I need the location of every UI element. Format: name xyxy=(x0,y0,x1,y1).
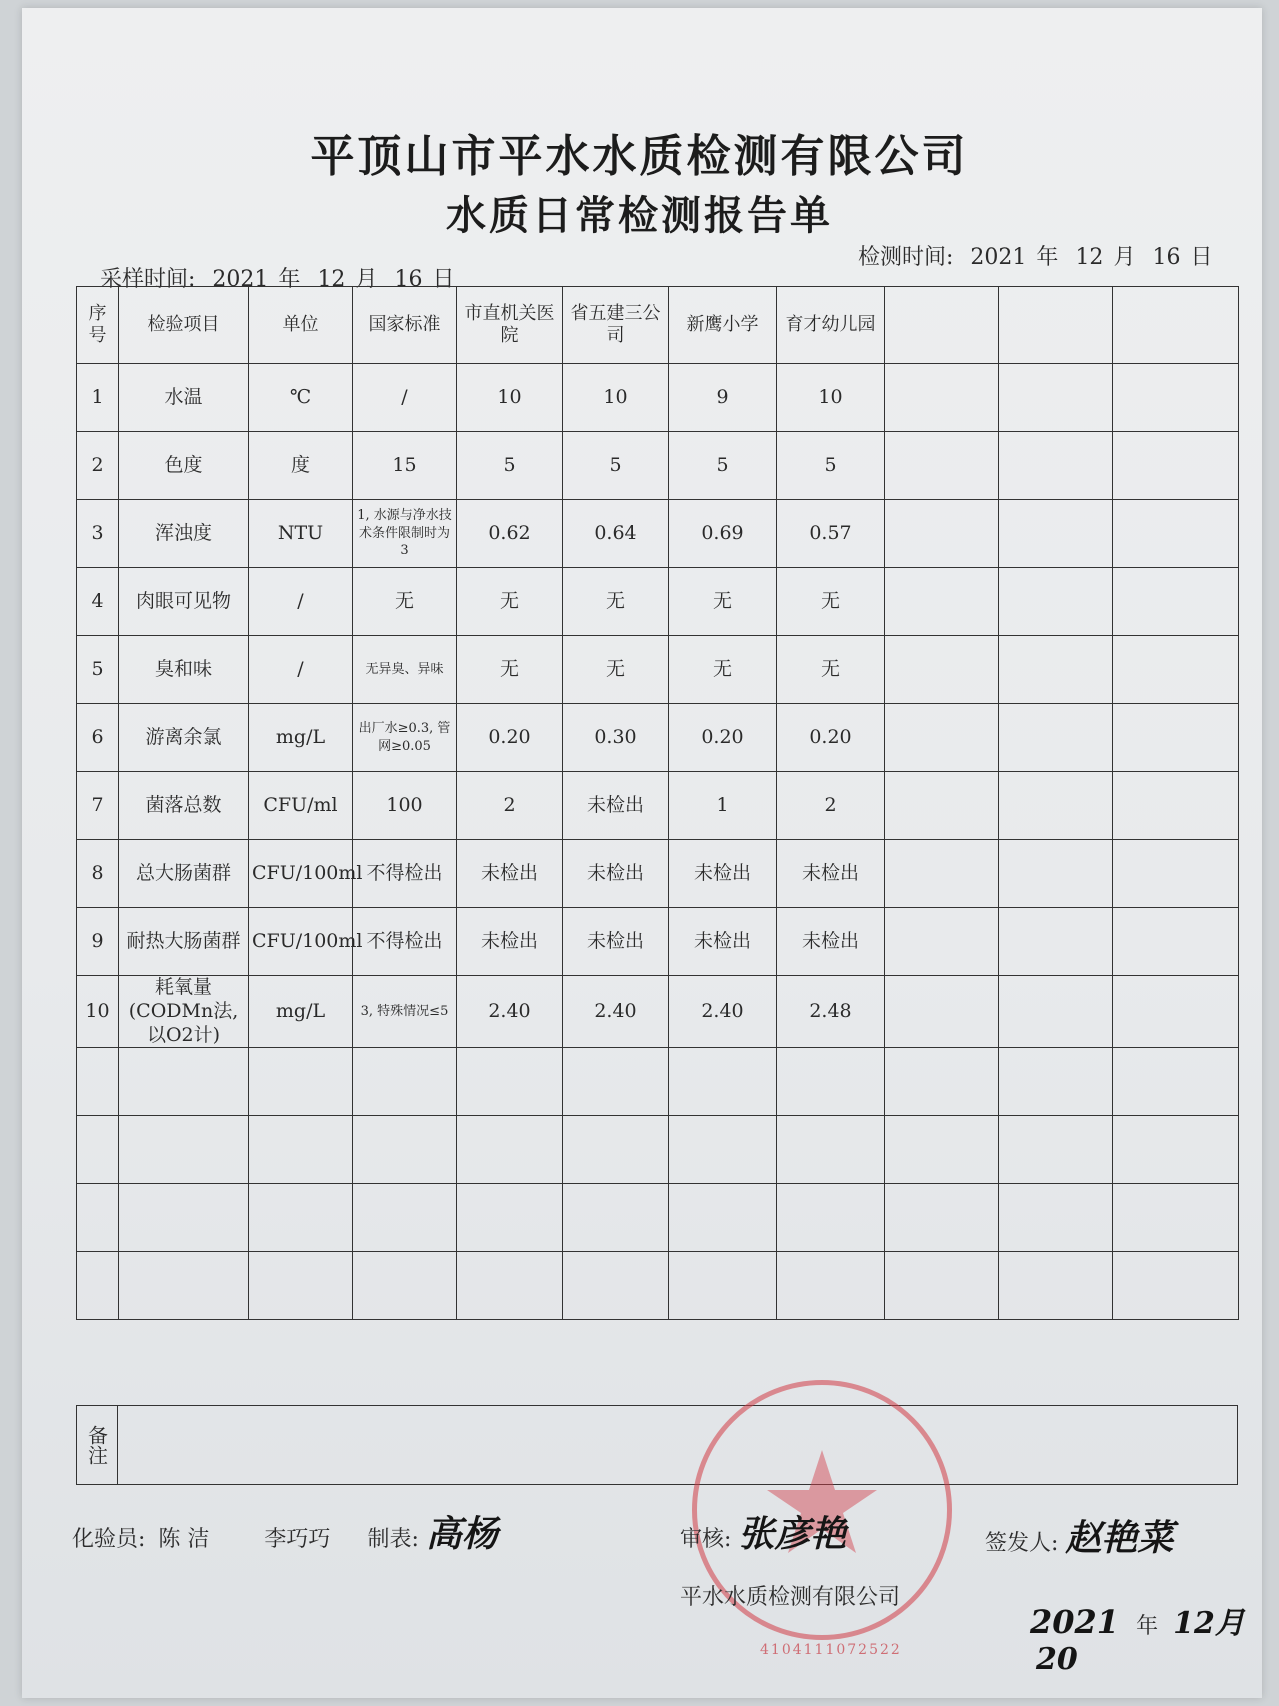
table-cell: 0.57 xyxy=(777,500,885,568)
empty-row xyxy=(77,1116,1239,1184)
table-cell xyxy=(353,1048,457,1116)
empty-row xyxy=(77,1252,1239,1320)
document-title: 水质日常检测报告单 xyxy=(446,193,833,239)
table-cell xyxy=(457,1184,563,1252)
table-cell xyxy=(777,1048,885,1116)
table-cell xyxy=(353,1252,457,1320)
table-cell xyxy=(777,1252,885,1320)
table-cell: 7 xyxy=(77,772,119,840)
table-cell: / xyxy=(249,568,353,636)
table-cell xyxy=(999,432,1113,500)
column-header: 省五建三公司 xyxy=(563,287,669,364)
table-cell: 10 xyxy=(777,364,885,432)
table-cell xyxy=(563,1116,669,1184)
column-header: 序号 xyxy=(77,287,119,364)
table-cell: 6 xyxy=(77,704,119,772)
day-unit: 日 xyxy=(1190,245,1213,270)
table-cell xyxy=(1113,364,1239,432)
test-day: 16 xyxy=(1152,245,1181,270)
table-cell: 无 xyxy=(669,568,777,636)
table-cell xyxy=(249,1048,353,1116)
table-row xyxy=(77,704,1239,772)
table-cell xyxy=(1113,976,1239,1048)
date-month: 12月 xyxy=(1173,1606,1245,1641)
table-cell: 0.30 xyxy=(563,704,669,772)
table-row xyxy=(77,636,1239,704)
table-cell xyxy=(1113,500,1239,568)
table-cell: 1, 水源与净水技术条件限制时为3 xyxy=(353,500,457,568)
issuer-signature: 赵艳菜 xyxy=(1065,1517,1174,1559)
table-cell xyxy=(669,1048,777,1116)
table-cell: ℃ xyxy=(249,364,353,432)
table-cell: 5 xyxy=(77,636,119,704)
company-title: 平顶山市平水水质检测有限公司 xyxy=(310,131,969,182)
month-unit: 月 xyxy=(1113,245,1136,270)
table-cell xyxy=(999,976,1113,1048)
table-header-row xyxy=(77,287,1239,364)
table-cell xyxy=(77,1116,119,1184)
table-cell xyxy=(457,1048,563,1116)
table-cell: 菌落总数 xyxy=(119,772,249,840)
table-cell: 5 xyxy=(669,432,777,500)
table-cell: mg/L xyxy=(249,976,353,1048)
tester-line xyxy=(72,1506,498,1557)
table-cell xyxy=(1113,568,1239,636)
date-day: 20 xyxy=(1036,1642,1078,1677)
table-cell: 5 xyxy=(457,432,563,500)
table-cell: 9 xyxy=(77,908,119,976)
table-cell xyxy=(77,1252,119,1320)
table-cell xyxy=(885,568,999,636)
table-cell: 未检出 xyxy=(669,908,777,976)
table-cell: 无 xyxy=(669,636,777,704)
table-cell xyxy=(77,1048,119,1116)
table-cell: 3 xyxy=(77,500,119,568)
table-cell: 出厂水≥0.3, 管网≥0.05 xyxy=(353,704,457,772)
table-cell: 0.69 xyxy=(669,500,777,568)
reviewer-line xyxy=(680,1506,846,1557)
table-cell: 5 xyxy=(777,432,885,500)
table-cell xyxy=(249,1252,353,1320)
table-cell: 水温 xyxy=(119,364,249,432)
table-cell: 1 xyxy=(669,772,777,840)
table-cell: 3, 特殊情况≤5 xyxy=(353,976,457,1048)
year-unit: 年 xyxy=(1036,245,1059,270)
table-row xyxy=(77,772,1239,840)
table-cell xyxy=(669,1252,777,1320)
table-cell: 0.20 xyxy=(669,704,777,772)
table-cell: 100 xyxy=(353,772,457,840)
tester-label: 化验员: xyxy=(72,1527,146,1552)
table-cell: 未检出 xyxy=(777,908,885,976)
table-cell xyxy=(1113,772,1239,840)
table-cell xyxy=(119,1252,249,1320)
table-cell: 0.20 xyxy=(457,704,563,772)
table-cell xyxy=(999,364,1113,432)
table-cell xyxy=(885,1184,999,1252)
column-header xyxy=(1113,287,1239,364)
table-cell: 无异臭、异味 xyxy=(353,636,457,704)
sample-year: 2021 xyxy=(212,267,269,292)
table-cell xyxy=(119,1116,249,1184)
table-cell xyxy=(1113,1116,1239,1184)
test-month: 12 xyxy=(1075,245,1104,270)
remarks-row xyxy=(76,1405,1238,1485)
table-cell: 总大肠菌群 xyxy=(119,840,249,908)
table-cell: 浑浊度 xyxy=(119,500,249,568)
company-line: 平水水质检测有限公司 xyxy=(680,1585,901,1610)
table-cell: 度 xyxy=(249,432,353,500)
table-cell xyxy=(563,1184,669,1252)
table-cell xyxy=(885,704,999,772)
maker-label: 制表: xyxy=(367,1527,419,1552)
table-cell: 肉眼可见物 xyxy=(119,568,249,636)
table-cell: 2.40 xyxy=(669,976,777,1048)
table-cell: / xyxy=(249,636,353,704)
table-cell xyxy=(999,1116,1113,1184)
table-cell xyxy=(999,500,1113,568)
table-cell: 无 xyxy=(563,568,669,636)
sample-time-label: 采样时间: xyxy=(100,267,196,292)
month-unit: 月 xyxy=(355,267,378,292)
table-cell xyxy=(563,1048,669,1116)
table-cell xyxy=(885,500,999,568)
year-unit: 年 xyxy=(278,267,301,292)
table-cell: 15 xyxy=(353,432,457,500)
column-header: 国家标准 xyxy=(353,287,457,364)
table-cell xyxy=(669,1184,777,1252)
table-cell xyxy=(77,1184,119,1252)
issuer-line xyxy=(985,1510,1173,1561)
table-cell: / xyxy=(353,364,457,432)
table-cell xyxy=(353,1184,457,1252)
table-cell: 2 xyxy=(77,432,119,500)
table-cell: 0.64 xyxy=(563,500,669,568)
column-header xyxy=(885,287,999,364)
table-cell: 耐热大肠菌群 xyxy=(119,908,249,976)
table-cell: 不得检出 xyxy=(353,908,457,976)
table-cell: 耗氧量(CODMn法,以O2计) xyxy=(119,976,249,1048)
table-cell: 未检出 xyxy=(777,840,885,908)
table-cell: 0.20 xyxy=(777,704,885,772)
reviewer-signature: 张彦艳 xyxy=(738,1513,847,1555)
table-cell: 1 xyxy=(77,364,119,432)
table-cell xyxy=(563,1252,669,1320)
table-row xyxy=(77,840,1239,908)
sample-day: 16 xyxy=(394,267,423,292)
table-cell xyxy=(777,1184,885,1252)
table-cell: 无 xyxy=(353,568,457,636)
table-cell: CFU/100ml xyxy=(249,840,353,908)
table-cell xyxy=(1113,704,1239,772)
tester-2: 李巧巧 xyxy=(264,1527,331,1552)
table-cell xyxy=(885,1116,999,1184)
date-year: 2021 xyxy=(1030,1603,1120,1641)
table-cell xyxy=(999,636,1113,704)
table-cell xyxy=(249,1116,353,1184)
table-cell: 0.62 xyxy=(457,500,563,568)
table-row xyxy=(77,432,1239,500)
sample-month: 12 xyxy=(317,267,346,292)
table-cell xyxy=(1113,432,1239,500)
test-year: 2021 xyxy=(970,245,1027,270)
table-cell xyxy=(885,1048,999,1116)
date-year-unit: 年 xyxy=(1136,1614,1159,1639)
table-cell: CFU/ml xyxy=(249,772,353,840)
table-cell xyxy=(999,1252,1113,1320)
table-row xyxy=(77,568,1239,636)
table-cell: 臭和味 xyxy=(119,636,249,704)
table-cell xyxy=(457,1252,563,1320)
table-cell xyxy=(1113,1048,1239,1116)
table-row xyxy=(77,976,1239,1048)
table-cell: 未检出 xyxy=(563,772,669,840)
table-cell xyxy=(999,840,1113,908)
table-cell: 无 xyxy=(457,568,563,636)
table-cell xyxy=(999,704,1113,772)
table-cell xyxy=(999,772,1113,840)
column-header: 检验项目 xyxy=(119,287,249,364)
table-cell: 游离余氯 xyxy=(119,704,249,772)
issue-date xyxy=(1030,1598,1279,1677)
empty-row xyxy=(77,1184,1239,1252)
table-cell xyxy=(353,1116,457,1184)
table-cell: 无 xyxy=(457,636,563,704)
table-cell xyxy=(1113,1252,1239,1320)
table-cell xyxy=(457,1116,563,1184)
reviewer-label: 审核: xyxy=(680,1527,732,1552)
table-cell xyxy=(885,364,999,432)
table-cell: 未检出 xyxy=(457,840,563,908)
column-header: 市直机关医院 xyxy=(457,287,563,364)
table-cell: 5 xyxy=(563,432,669,500)
empty-row xyxy=(77,1048,1239,1116)
table-cell: 2 xyxy=(777,772,885,840)
issuer-label: 签发人: xyxy=(985,1531,1059,1556)
table-cell: 未检出 xyxy=(563,840,669,908)
table-cell xyxy=(999,908,1113,976)
table-cell: mg/L xyxy=(249,704,353,772)
table-cell: 未检出 xyxy=(669,840,777,908)
table-cell xyxy=(885,908,999,976)
column-header xyxy=(999,287,1113,364)
test-time-label: 检测时间: xyxy=(858,245,954,270)
table-cell xyxy=(1113,636,1239,704)
column-header: 单位 xyxy=(249,287,353,364)
table-cell: 4 xyxy=(77,568,119,636)
table-cell: 2.40 xyxy=(457,976,563,1048)
table-cell xyxy=(885,432,999,500)
table-cell xyxy=(999,568,1113,636)
table-cell: 2.48 xyxy=(777,976,885,1048)
table-cell: 2 xyxy=(457,772,563,840)
table-cell xyxy=(999,1048,1113,1116)
table-cell xyxy=(1113,840,1239,908)
table-cell: 10 xyxy=(563,364,669,432)
table-cell xyxy=(249,1184,353,1252)
table-cell xyxy=(119,1184,249,1252)
remarks-label: 备注 xyxy=(77,1406,118,1484)
table-cell: 2.40 xyxy=(563,976,669,1048)
tester-1: 陈 洁 xyxy=(158,1527,210,1552)
table-cell: 色度 xyxy=(119,432,249,500)
seal-code: 4104111072522 xyxy=(760,1642,902,1658)
table-cell xyxy=(885,1252,999,1320)
table-cell: 未检出 xyxy=(457,908,563,976)
day-unit: 日 xyxy=(432,267,455,292)
table-row xyxy=(77,364,1239,432)
table-cell xyxy=(885,636,999,704)
table-cell: 10 xyxy=(77,976,119,1048)
table-cell xyxy=(885,976,999,1048)
table-cell: 10 xyxy=(457,364,563,432)
table-cell: NTU xyxy=(249,500,353,568)
maker-signature: 高杨 xyxy=(425,1513,498,1555)
column-header: 新鹰小学 xyxy=(669,287,777,364)
table-cell: 9 xyxy=(669,364,777,432)
table-cell xyxy=(777,1116,885,1184)
table-cell xyxy=(1113,908,1239,976)
test-time xyxy=(858,240,1212,271)
table-cell xyxy=(119,1048,249,1116)
report-table xyxy=(76,286,1239,1320)
table-cell xyxy=(669,1116,777,1184)
table-cell xyxy=(885,840,999,908)
table-cell: 无 xyxy=(777,636,885,704)
table-cell: 无 xyxy=(563,636,669,704)
table-cell xyxy=(885,772,999,840)
table-cell xyxy=(1113,1184,1239,1252)
column-header: 育才幼儿园 xyxy=(777,287,885,364)
table-row xyxy=(77,908,1239,976)
table-cell: 未检出 xyxy=(563,908,669,976)
table-cell xyxy=(999,1184,1113,1252)
table-row xyxy=(77,500,1239,568)
table-cell: 8 xyxy=(77,840,119,908)
table-cell: 不得检出 xyxy=(353,840,457,908)
table-cell: CFU/100ml xyxy=(249,908,353,976)
table-cell: 无 xyxy=(777,568,885,636)
